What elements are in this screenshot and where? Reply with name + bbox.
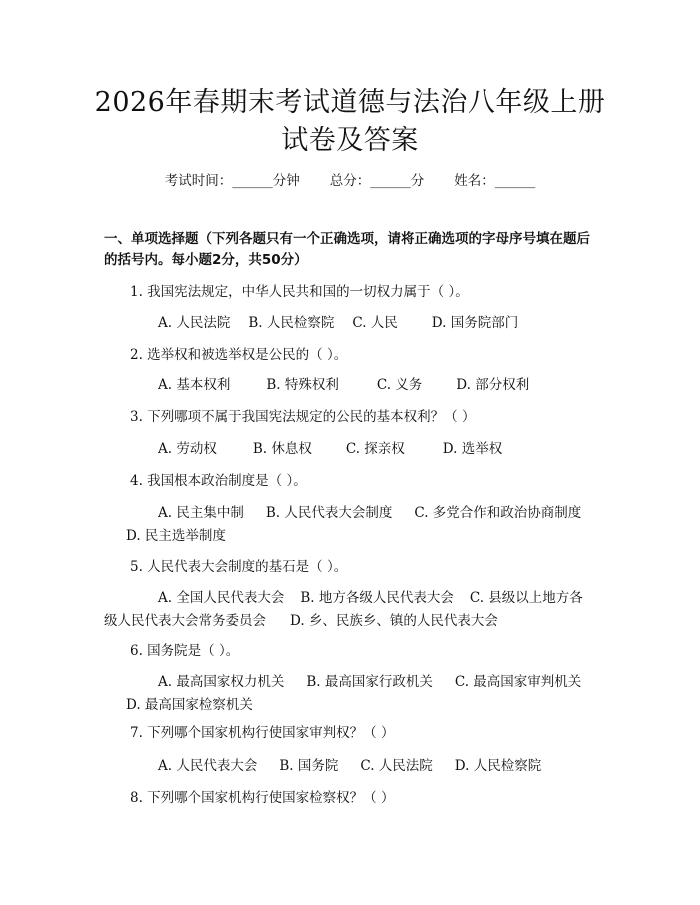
option-a: A. 全国人民代表大会	[158, 590, 285, 606]
question-options	[104, 671, 596, 717]
option-b: B. 地方各级人民代表大会	[300, 590, 454, 606]
option-b: B. 特殊权利	[266, 377, 339, 393]
page-title: 2026年春期末考试道德与法治八年级上册试卷及答案	[94, 87, 606, 156]
question-stem: 2. 选举权和被选举权是公民的（ ）。	[130, 347, 348, 363]
option-b: B. 国务院	[279, 758, 339, 774]
question-options	[104, 312, 596, 335]
question-stem: 7. 下列哪个国家机构行使国家审判权？（ ）	[130, 725, 395, 741]
question-stem: 5. 人民代表大会制度的基石是（ ）。	[130, 559, 348, 575]
option-c: C. 探亲权	[345, 441, 405, 457]
question-options	[104, 587, 596, 633]
section-heading: 一、单项选择题（下列各题只有一个正确选项，请将正确选项的字母序号填在题后的括号内。每小题2分，共50分）	[104, 231, 590, 268]
option-a: A. 基本权利	[158, 377, 231, 393]
option-c: C. 义务	[376, 377, 423, 393]
option-c: C. 最高国家审判机关	[454, 674, 582, 690]
question-stem: 3. 下列哪项不属于我国宪法规定的公民的基本权利？（ ）	[130, 409, 476, 425]
option-b: B. 休息权	[252, 441, 312, 457]
option-a: A. 最高国家权力机关	[158, 674, 285, 690]
option-c: C. 多党合作和政治协商制度	[414, 505, 582, 521]
student-name-field: 姓名：______	[454, 173, 536, 189]
question-options	[104, 755, 596, 778]
question-stem: 8. 下列哪个国家机构行使国家检察权？（ ）	[130, 790, 395, 806]
option-a: A. 劳动权	[158, 441, 217, 457]
option-d: D. 乡、民族乡、镇的人民代表大会	[290, 613, 498, 629]
option-a: A. 人民法院	[158, 315, 231, 331]
exam-time-field: 考试时间：______分钟	[164, 173, 300, 189]
option-d: D. 国务院部门	[431, 315, 519, 331]
question-options	[104, 502, 596, 548]
option-d: D. 选举权	[442, 441, 503, 457]
exam-meta	[0, 169, 700, 189]
option-c: C. 县级以上地方各级人民代表大会常务委员会	[104, 590, 583, 629]
option-d: D. 人民检察院	[454, 758, 542, 774]
question-options	[104, 438, 596, 461]
question-options	[104, 374, 596, 397]
option-b: B. 人民代表大会制度	[265, 505, 393, 521]
option-c: C. 人民法院	[360, 758, 433, 774]
option-a: A. 人民代表大会	[158, 758, 258, 774]
option-b: B. 人民检察院	[248, 315, 335, 331]
option-a: A. 民主集中制	[158, 505, 244, 521]
question-stem: 4. 我国根本政治制度是（ ）。	[130, 473, 307, 489]
option-b: B. 最高国家行政机关	[306, 674, 433, 690]
option-d: D. 最高国家检察机关	[126, 697, 253, 713]
total-score-field: 总分：______分	[329, 173, 425, 189]
question-stem: 1. 我国宪法规定，中华人民共和国的一切权力属于（ ）。	[130, 284, 469, 300]
question-stem: 6. 国务院是（ ）。	[130, 643, 240, 659]
option-c: C. 人民	[352, 315, 398, 331]
option-d: D. 部分权利	[456, 377, 530, 393]
option-d: D. 民主选举制度	[126, 528, 226, 544]
